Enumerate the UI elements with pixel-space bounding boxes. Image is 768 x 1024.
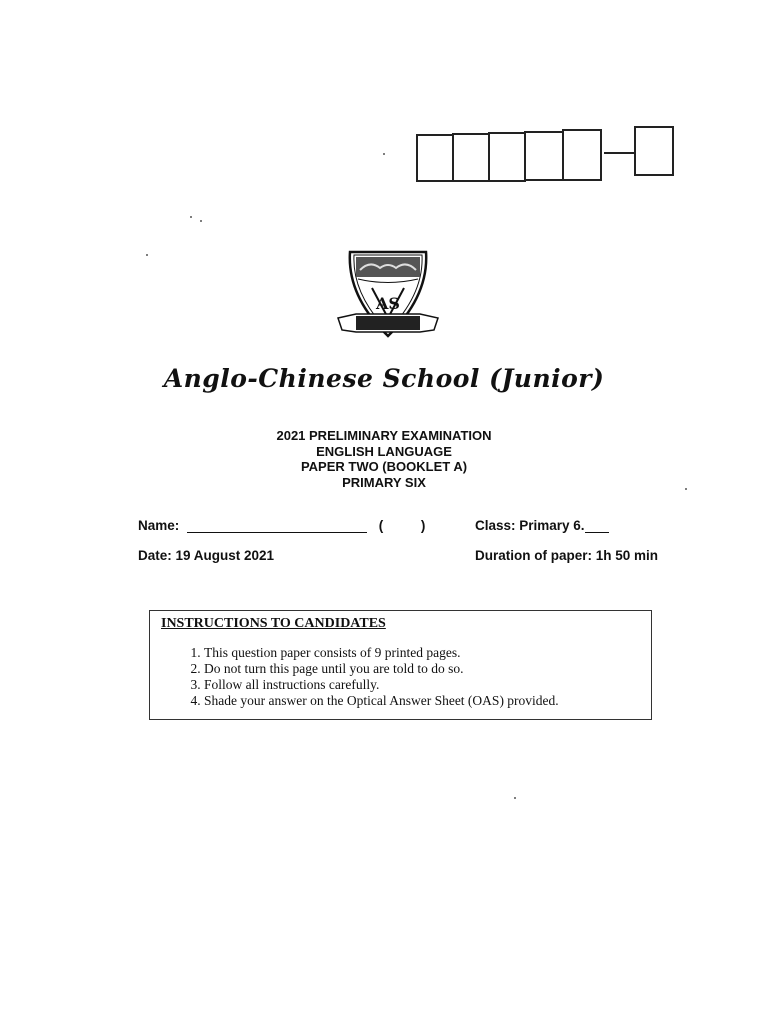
index-digit-box[interactable]: [416, 134, 454, 182]
index-digit-box[interactable]: [524, 131, 564, 181]
instructions-box: [149, 610, 652, 720]
instructions-list: [178, 645, 559, 709]
instruction-item: 3. Follow all instructions carefully.: [204, 677, 559, 693]
index-dash: [604, 152, 634, 154]
index-check-box[interactable]: [634, 126, 674, 176]
index-digit-box[interactable]: [562, 129, 602, 181]
exam-subject: ENGLISH LANGUAGE: [316, 443, 452, 459]
class-field: [475, 518, 609, 533]
school-name: Anglo-Chinese School (Junior): [163, 364, 605, 393]
scan-speck: [514, 797, 516, 799]
exam-title: 2021 PRELIMINARY EXAMINATION: [276, 428, 492, 443]
index-number-boxes: [416, 126, 678, 184]
exam-header: [0, 428, 768, 490]
scan-speck: [383, 153, 385, 155]
duration-field: Duration of paper: 1h 50 min: [475, 548, 659, 563]
name-field: [138, 518, 425, 533]
scan-speck: [190, 216, 192, 218]
class-label: Class: Primary 6.: [475, 518, 585, 533]
exam-level: PRIMARY SIX: [342, 474, 426, 490]
register-number-close: ): [420, 518, 426, 533]
name-label: Name:: [138, 518, 180, 533]
instruction-item: 2. Do not turn this page until you are told to do so.: [204, 661, 559, 677]
register-number-input[interactable]: [387, 520, 417, 533]
instruction-item: 4. Shade your answer on the Optical Answer Sheet (OAS) provided.: [204, 693, 559, 709]
date-field: Date: 19 August 2021: [138, 548, 275, 563]
instructions-heading: INSTRUCTIONS TO CANDIDATES: [161, 616, 386, 631]
svg-text:AS: AS: [376, 294, 400, 313]
exam-paper: PAPER TWO (BOOKLET A): [300, 459, 468, 474]
register-number-open: (: [378, 518, 384, 533]
class-input-line[interactable]: [585, 520, 609, 533]
instruction-item: 1. This question paper consists of 9 printed pages.: [204, 645, 559, 661]
scan-speck: [146, 254, 148, 256]
index-digit-box[interactable]: [488, 132, 526, 182]
name-input-line[interactable]: [187, 520, 367, 533]
index-digit-box[interactable]: [452, 133, 490, 182]
scan-speck: [200, 220, 202, 222]
school-crest-icon: [336, 246, 440, 348]
